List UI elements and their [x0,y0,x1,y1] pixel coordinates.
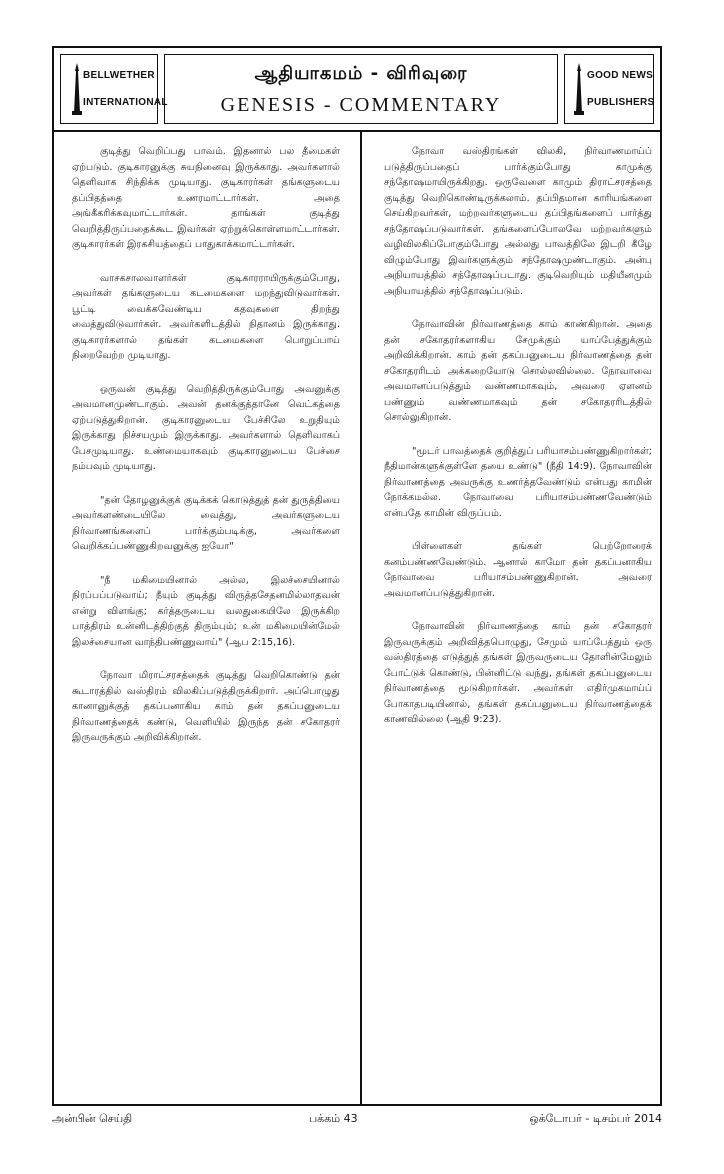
good-news-logo [564,54,654,124]
footer-page-number: பக்கம் 43 [309,1112,358,1125]
quote-paragraph: "நீ மகிமையினால் அல்ல, இலச்சையினால் நிரப்பப்படுவாய்; நீயும் குடித்து விருத்தசேதனமில்லாதவன் என்று விளங்கு; கர்த்தருடைய வலதுகையிலே இருக்கிற பாத்திரம் உன்னிடத்திற்குத் திரும்பும்; உன் மகிமையின்மேல் இலச்சையான வாந்திபண்ணுவாய்" (ஆப 2:15,16). [72,574,340,648]
footer-magazine-name: அன்பின் செய்தி [52,1112,133,1125]
column-divider [360,132,362,1106]
left-column [72,144,340,764]
paragraph: நோவா மிராட்சரசத்தைக் குடித்து வெறிகொண்டு தன் கூடாரத்தில் வஸ்திரம் விலகிப்படுத்திருக்கிறார். அப்பொழுது கானானுக்குத் தகப்பனாகிய காம் தன் தகப்பனுடைய நிர்வாணத்தைக் கண்டு, வெளியில் இருந்த தன் சகோதரர் இருவருக்கும் அறிவிக்கிறான். [72,670,340,743]
title-tamil: ஆதியாகமம் - விரிவுரை [254,63,468,84]
paragraph: குடித்து வெறிப்பது பாவம். இதனால் பல தீமைகள் ஏற்படும். குடிகாரனுக்கு சுயநினைவு இருக்காது. அவர்களால் தெளிவாக சிந்திக்க முடியாது. குடிகாரர்கள் தங்களுடைய தப்பிதத்தை உணரமாட்டார்கள். அதை அங்கீகரிக்கவுமாட்டார்கள். தாங்கள் குடித்து வெறித்திருப்பதைக்கூட இவர்கள் ஏற்றுக்கொள்ளமாட்டார்கள். குடிகாரர்கள் இரகசியத்தைப் பாதுகாக்கமாட்டார்கள். [72,146,340,250]
paragraph: பிள்ளைகள் தங்கள் பெற்றோரைக் கனம்பண்ணவேண்டும். ஆனால் காமோ தன் தகப்பனாகிய நோவாவை பரியாசம்பண்ணுகிறான். அவரை அவமானப்படுத்துகிறான். [384,541,652,599]
right-logo-line2: PUBLISHERS [587,97,655,108]
title-english: GENESIS - COMMENTARY [220,94,502,116]
quote-paragraph: "மூடர் பாவத்தைக் குறித்துப் பரியாசம்பண்ணுகிறார்கள்; நீதிமான்களுக்குள்ளே தயை உண்டு" (நீதி 14:9). நோவாவின் நிர்வாணத்தை அவருக்கு உணர்த்தவேண்டும் என்பது காமின் நோக்கமல்ல. நோவாவை பரியாசம்பண்ணவேண்டும் என்பதே காமின் விருப்பம். [384,445,652,519]
paragraph: நோவா வஸ்திரங்கள் விலகி, நிர்வாணமாய்ப் படுத்திருப்பதைப் பார்க்கும்போது காமுக்கு சந்தோஷமாயிருக்கிறது. ஒருவேளை காமும் திராட்சரசத்தை குடித்து வெறிகொண்டிருக்கலாம். தப்பிதமான காரியங்களை செய்கிறவர்கள், மற்றவர்களுடைய தப்பிதங்களைப் பார்த்து சந்தோஷப்படுவார்கள். தங்களைப்போலவே மற்றவர்களும் வழிவிலகிப்போகும்போது அல்லது பாவத்திலே இடறி கீழே விழும்போது இவர்களுக்கும் சந்தோஷமுண்டாகும். அன்பு அநியாயத்தில் சந்தோஷப்படாது. குடிவெறியும் மதியீனமும் அநியாயத்தில் சந்தோஷப்படும். [384,146,652,297]
quote-paragraph: "தன் தோழனுக்குக் குடிக்கக் கொடுத்துத் தன் துருத்தியை அவர்களண்டையிலே வைத்து, அவர்களுடைய நிர்வாணங்களைப் பார்க்கும்படிக்கு, அவர்களை வெறிக்கப்பண்ணுகிறவனுக்கு ஐயோ" [72,494,340,552]
right-column [384,144,652,746]
paragraph: வாசகசாலவாளர்கள் குடிகாரராயிருக்கும்போது, அவர்கள் தங்களுடைய கடமைகளை மறந்துவிடுவார்கள். பூட்டி வைக்கவேண்டிய கதவுகளை திறந்து வைத்துவிடுவார்கள். அவர்களிடத்தில் நிதானம் இருக்காது. குடிகாரர்களால் தங்கள் கடமைகளை பொறுப்பாய் நிறைவேற்ற முடியாது. [72,272,340,361]
title-box [164,54,558,124]
tower-icon [569,61,589,117]
page-footer [52,1112,662,1132]
paragraph: நோவாவின் நிர்வாணத்தை காம் காண்கிறான். அதை தன் சகோதரர்களாகிய சேமுக்கும் யாப்பேத்துக்கும் அறிவிக்கிறான். காம் தன் தகப்பனுடைய நிர்வாணத்தை தன் சகோதரரிடம் அக்கறையோடு சொல்லவில்லை. நோவாவை அவமானப்படுத்தும் வண்ணமாகவும், அவரை ஏளனம் பண்ணும் வண்ணமாகவும் தன் சகோதரரிடத்தில் சொல்லுகிறான். [384,319,652,423]
right-logo-line1: GOOD NEWS [587,70,654,81]
left-logo-line2: INTERNATIONAL [83,97,168,108]
left-logo-line1: BELLWETHER [83,70,155,81]
footer-issue-date: ஒக்டோபர் - டிசம்பர் 2014 [529,1112,662,1125]
paragraph: ஒருவன் குடித்து வெறித்திருக்கும்போது அவனுக்கு அவமானமுண்டாகும். அவன் தனக்குத்தானே வெட்கத்தை ஏற்படுத்துகிறான். குடிகாரனுடைய பேச்சிலே உறுதியும் இருக்காது நிச்சயமும் இருக்காது. அவர்களால் தெளிவாகப் பேசமுடியாது. உண்மையாகவும் குடிகாரனுடைய பேச்சை நம்பவும் முடியாது. [72,383,340,472]
page-frame [52,46,662,1106]
paragraph: நோவாவின் நிர்வாணத்தை காம் தன் சகோதரர் இருவருக்கும் அறிவித்தபொழுது, சேமும் யாப்பேத்தும் ஒரு வஸ்திரத்தை எடுத்துத் தங்கள் இருவருடைய தோளின்மேலும் போட்டுக் கொண்டு, பின்னிட்டு வந்து, தங்கள் தகப்பனுடைய நிர்வாணத்தை மூடுகிறார்கள். அவர்கள் எதிர்முகமாய்ப் போகாதபடியினால், தங்கள் தகப்பனுடைய நிர்வாணத்தைக் காணவில்லை (ஆதி 9:23). [384,621,652,725]
page-header [54,48,660,132]
bellwether-logo [60,54,168,124]
